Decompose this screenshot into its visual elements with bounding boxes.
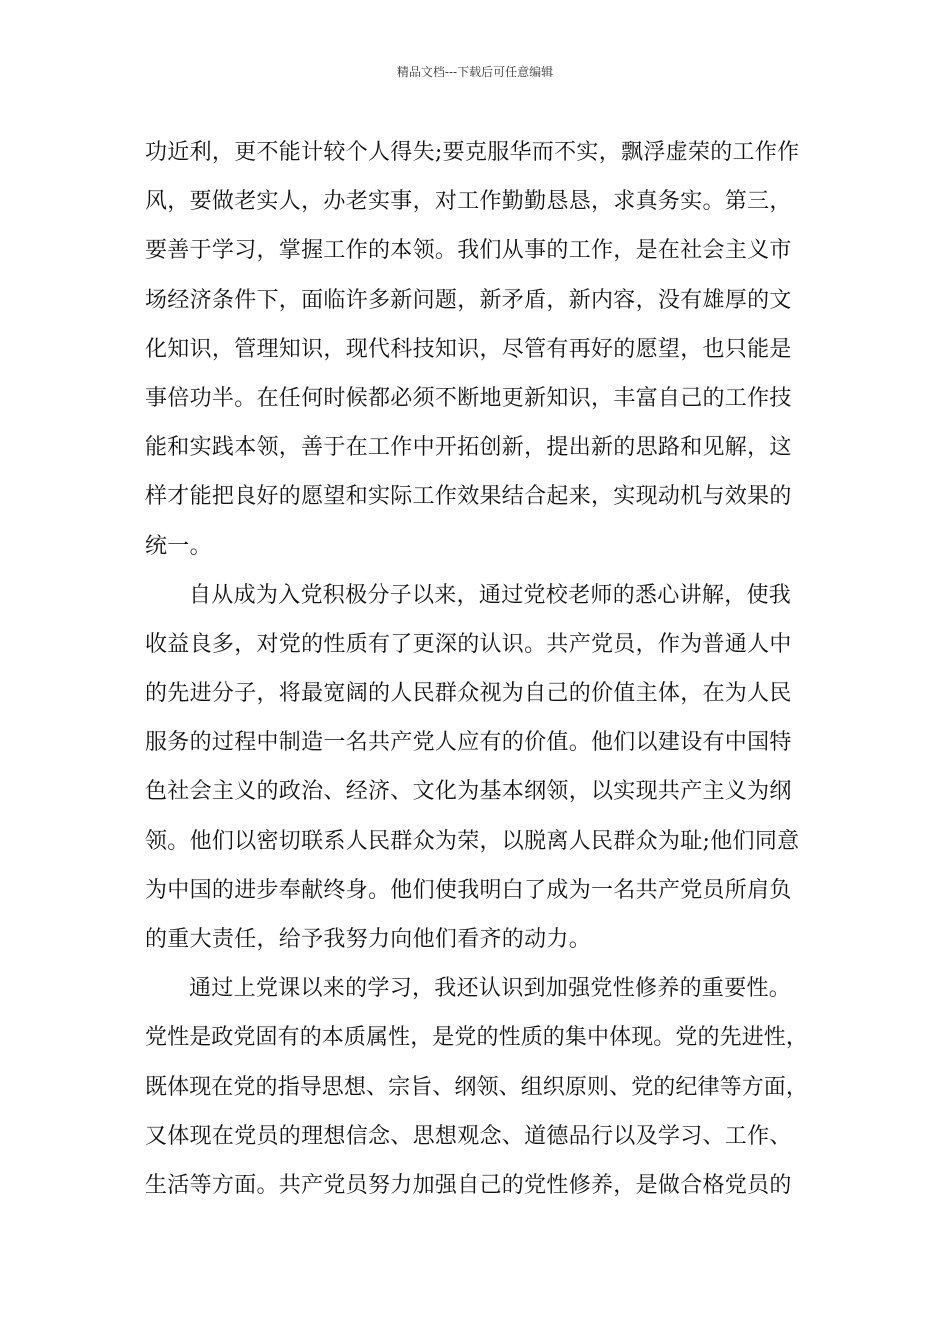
- text-line: 为中国的进步奉献终身。他们使我明白了成为一名共产党员所肩负: [145, 877, 792, 903]
- text-line: 风，要做老实人，办老实事，对工作勤勤恳恳，求真务实。第三，: [145, 189, 792, 215]
- text-line: 统一。: [145, 533, 212, 559]
- paragraph-first-line: 自从成为入党积极分子以来，通过党校老师的悉心讲解，使我: [189, 582, 792, 608]
- paragraph-first-line: 通过上党课以来的学习，我还认识到加强党性修养的重要性。: [189, 976, 792, 1002]
- text-line: 化知识，管理知识，现代科技知识，尽管有再好的愿望，也只能是: [145, 336, 792, 362]
- text-line: 功近利，更不能计较个人得失;要克服华而不实，飘浮虚荣的工作作: [145, 140, 800, 165]
- text-line: 事倍功半。在任何时候都必须不断地更新知识，丰富自己的工作技: [145, 385, 792, 411]
- page-header: 精品文档---下载后可任意编辑: [396, 65, 554, 79]
- text-line: 场经济条件下，面临许多新问题，新矛盾，新内容，没有雄厚的文: [145, 287, 792, 313]
- text-line: 党性是政党固有的本质属性，是党的性质的集中体现。党的先进性，: [145, 1025, 809, 1051]
- text-line: 的先进分子，将最宽阔的人民群众视为自己的价值主体，在为人民: [145, 681, 792, 707]
- document-body: [145, 128, 809, 1210]
- text-line: 能和实践本领，善于在工作中开拓创新，提出新的思路和见解，这: [145, 435, 792, 461]
- text-line: 收益良多，对党的性质有了更深的认识。共产党员，作为普通人中: [145, 631, 792, 657]
- text-line: 的重大责任，给予我努力向他们看齐的动力。: [145, 927, 592, 952]
- text-line: 样才能把良好的愿望和实际工作效果结合起来，实现动机与效果的: [145, 484, 792, 510]
- text-line: 生活等方面。共产党员努力加强自己的党性修养，是做合格党员的: [145, 1172, 792, 1198]
- text-line: 领。他们以密切联系人民群众为荣，以脱离人民群众为耻;他们同意: [145, 828, 800, 854]
- text-line: 服务的过程中制造一名共产党人应有的价值。他们以建设有中国特: [145, 730, 792, 756]
- text-line: 色社会主义的政治、经济、文化为基本纲领，以实现共产主义为纲: [145, 779, 792, 805]
- text-line: 既体现在党的指导思想、宗旨、纲领、组织原则、党的纪律等方面，: [145, 1074, 809, 1100]
- text-line: 要善于学习，掌握工作的本领。我们从事的工作，是在社会主义市: [145, 238, 792, 264]
- text-line: 又体现在党员的理想信念、思想观念、道德品行以及学习、工作、: [145, 1123, 792, 1149]
